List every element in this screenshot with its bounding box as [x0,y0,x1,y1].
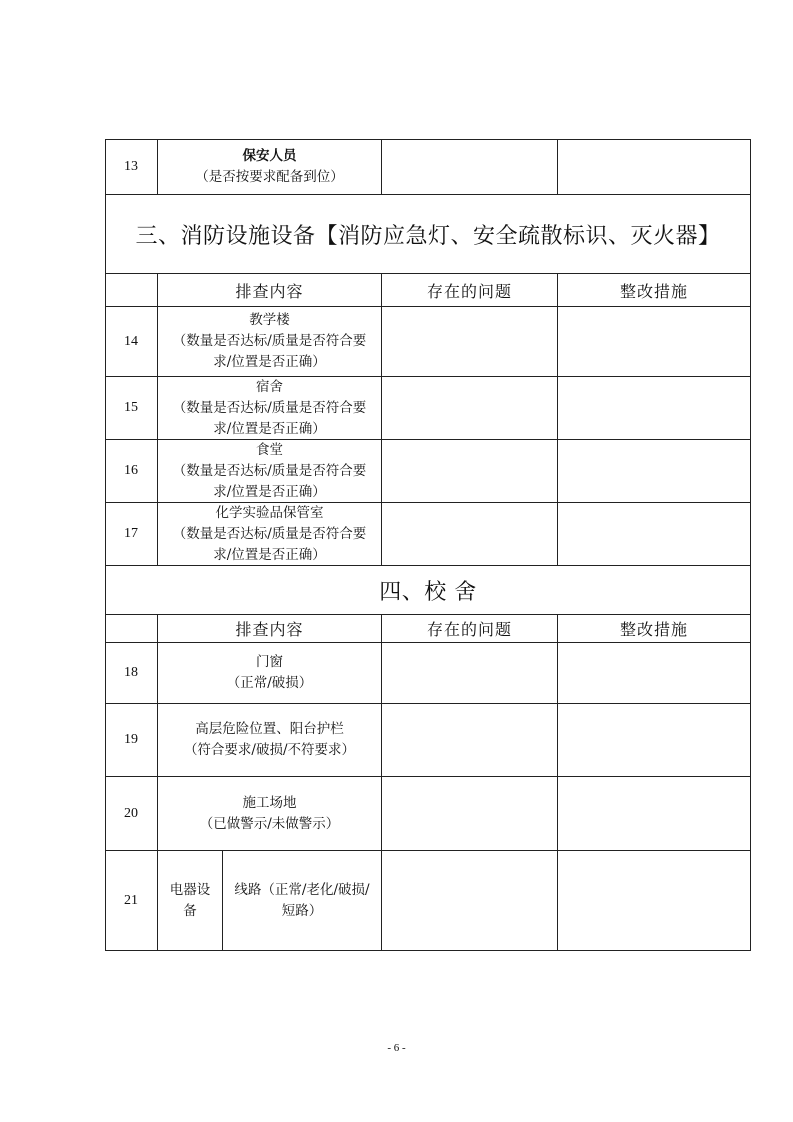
col-line [557,139,558,194]
header-content: 排查内容 [235,281,304,301]
header-measure: 整改措施 [619,620,688,639]
col-line [557,273,558,565]
page-number: - 6 - [387,1042,406,1054]
category-text: 电器设备 [169,881,211,919]
check-item [158,643,381,703]
check-item-title: 门窗 [256,654,283,670]
row-number: 20 [124,805,138,821]
check-item-title: 化学实验品保管室 [215,504,324,521]
check-item [229,851,375,950]
check-item [165,377,374,439]
row-number: 16 [124,463,138,478]
check-item-detail: （数量是否达标/质量是否符合要求/位置是否正确） [172,333,367,370]
check-item-title: 食堂 [256,441,283,458]
check-item-title: 保安人员 [242,147,297,164]
col-line [381,139,382,194]
row-number: 21 [124,892,138,908]
row-number: 13 [124,158,138,174]
check-item-detail: （是否按要求配备到位） [195,168,344,185]
check-item [158,704,381,776]
check-item [165,503,374,565]
col-line [381,273,382,565]
check-item-title: 教学楼 [249,312,290,328]
check-item [158,777,381,850]
check-item-detail: 线路（正常/老化/破损/短路） [234,881,370,919]
check-item-detail: （已做警示/未做警示） [199,815,340,832]
table-border-bottom [105,950,751,951]
check-item [165,307,374,376]
header-content: 排查内容 [235,620,304,639]
col-line [557,614,558,951]
row-number: 17 [124,526,138,541]
check-item-detail: （数量是否达标/质量是否符合要求/位置是否正确） [172,525,367,563]
check-item-detail: （数量是否达标/质量是否符合要求/位置是否正确） [172,399,367,437]
header-problem: 存在的问题 [426,281,512,301]
check-item-title: 高层危险位置、阳台护栏 [195,721,344,737]
col-line [157,273,158,565]
check-item-title: 施工场地 [242,794,297,811]
section-title: 三、消防设施设备【消防应急灯、安全疏散标识、灭火器】 [135,223,721,249]
check-item-detail: （正常/破损） [226,675,313,691]
header-problem: 存在的问题 [426,620,512,639]
row-number: 15 [124,400,138,415]
check-item [165,440,374,502]
header-measure: 整改措施 [619,281,688,301]
check-item-detail: （符合要求/破损/不符要求） [183,742,356,758]
category-label [167,851,213,950]
row-number: 14 [124,333,138,349]
row-number: 18 [124,665,138,680]
check-item [158,139,381,194]
check-item-detail: （数量是否达标/质量是否符合要求/位置是否正确） [172,462,367,500]
row-number: 19 [124,732,138,747]
col-line [222,850,223,951]
col-line [381,614,382,951]
section-title: 四、校 舍 [379,579,477,605]
inspection-table [105,139,751,951]
check-item-title: 宿舍 [256,378,283,395]
